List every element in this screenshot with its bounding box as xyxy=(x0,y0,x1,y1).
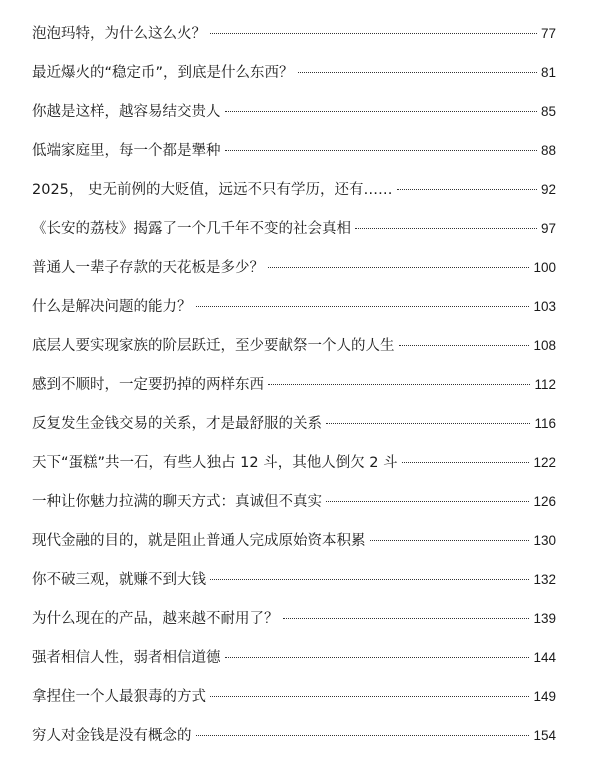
dot-leader xyxy=(326,423,530,424)
toc-entry-page-number[interactable]: 92 xyxy=(540,182,556,197)
toc-entry-title[interactable]: 强者相信人性，弱者相信道德 xyxy=(32,650,221,666)
toc-entry-title[interactable]: 拿捏住一个人最狠毒的方式 xyxy=(32,689,206,705)
toc-entry-page-number[interactable]: 154 xyxy=(533,728,556,743)
toc-entry-title[interactable]: 感到不顺时，一定要扔掉的两样东西 xyxy=(32,377,264,393)
toc-entry-title[interactable]: 泡泡玛特，为什么这么火？ xyxy=(32,26,206,42)
toc-entry[interactable] xyxy=(32,365,556,404)
toc-entry[interactable] xyxy=(32,638,556,677)
toc-entry-title[interactable]: 穷人对金钱是没有概念的 xyxy=(32,728,192,744)
toc-entry-page-number[interactable]: 108 xyxy=(533,338,556,353)
toc-entry[interactable] xyxy=(32,443,556,482)
dot-leader xyxy=(210,696,529,697)
dot-leader xyxy=(225,150,537,151)
toc-entry[interactable] xyxy=(32,560,556,599)
toc-entry[interactable] xyxy=(32,92,556,131)
dot-leader xyxy=(397,189,537,190)
toc-entry[interactable] xyxy=(32,287,556,326)
toc-entry[interactable] xyxy=(32,326,556,365)
toc-entry-page-number[interactable]: 88 xyxy=(540,143,556,158)
dot-leader xyxy=(196,735,530,736)
toc-entry-page-number[interactable]: 116 xyxy=(534,416,556,431)
toc-entry-title[interactable]: 普通人一辈子存款的天花板是多少？ xyxy=(32,260,264,276)
dot-leader xyxy=(268,267,529,268)
toc-entry-title[interactable]: 你越是这样，越容易结交贵人 xyxy=(32,104,221,120)
toc-entry-page-number[interactable]: 100 xyxy=(533,260,556,275)
toc-entry-title[interactable]: 天下“蛋糕”共一石，有些人独占 12 斗，其他人倒欠 2 斗 xyxy=(32,455,398,471)
dot-leader xyxy=(355,228,537,229)
toc-entry-page-number[interactable]: 103 xyxy=(533,299,556,314)
toc-entry[interactable] xyxy=(32,131,556,170)
dot-leader xyxy=(210,33,537,34)
dot-leader xyxy=(196,306,530,307)
toc-entry[interactable] xyxy=(32,14,556,53)
toc-entry-page-number[interactable]: 112 xyxy=(534,377,556,392)
toc-entry-page-number[interactable]: 149 xyxy=(533,689,556,704)
toc-entry[interactable] xyxy=(32,482,556,521)
dot-leader xyxy=(326,501,529,502)
toc-entry-title[interactable]: 你不破三观，就赚不到大钱 xyxy=(32,572,206,588)
toc-entry-page-number[interactable]: 139 xyxy=(533,611,556,626)
dot-leader xyxy=(225,657,530,658)
dot-leader xyxy=(283,618,530,619)
dot-leader xyxy=(225,111,537,112)
dot-leader xyxy=(268,384,530,385)
toc-entry-title[interactable]: 反复发生金钱交易的关系，才是最舒服的关系 xyxy=(32,416,322,432)
dot-leader xyxy=(370,540,530,541)
toc-entry-title[interactable]: 低端家庭里，每一个都是犟种 xyxy=(32,143,221,159)
toc-entry[interactable] xyxy=(32,521,556,560)
toc-entry[interactable] xyxy=(32,170,556,209)
toc-entry-page-number[interactable]: 85 xyxy=(540,104,556,119)
toc-entry-page-number[interactable]: 77 xyxy=(540,26,556,41)
toc-entry-page-number[interactable]: 132 xyxy=(533,572,556,587)
dot-leader xyxy=(399,345,530,346)
dot-leader xyxy=(210,579,529,580)
toc-entry[interactable] xyxy=(32,599,556,638)
toc-entry-page-number[interactable]: 130 xyxy=(533,533,556,548)
toc-entry[interactable] xyxy=(32,404,556,443)
toc-entry-page-number[interactable]: 122 xyxy=(533,455,556,470)
toc-entry[interactable] xyxy=(32,248,556,287)
toc-entry-title[interactable]: 现代金融的目的，就是阻止普通人完成原始资本积累 xyxy=(32,533,366,549)
toc-entry-title[interactable]: 底层人要实现家族的阶层跃迁，至少要献祭一个人的人生 xyxy=(32,338,395,354)
table-of-contents xyxy=(32,14,556,755)
toc-entry-page-number[interactable]: 144 xyxy=(533,650,556,665)
toc-entry-title[interactable]: 《长安的荔枝》揭露了一个几千年不变的社会真相 xyxy=(32,221,351,237)
toc-entry[interactable] xyxy=(32,716,556,755)
toc-entry-title[interactable]: 最近爆火的“稳定币”，到底是什么东西？ xyxy=(32,65,294,81)
toc-entry[interactable] xyxy=(32,53,556,92)
toc-entry-page-number[interactable]: 97 xyxy=(540,221,556,236)
toc-entry-page-number[interactable]: 81 xyxy=(540,65,556,80)
toc-entry[interactable] xyxy=(32,209,556,248)
toc-entry-title[interactable]: 什么是解决问题的能力？ xyxy=(32,299,192,315)
toc-entry[interactable] xyxy=(32,677,556,716)
dot-leader xyxy=(298,72,537,73)
dot-leader xyxy=(402,462,530,463)
toc-entry-page-number[interactable]: 126 xyxy=(533,494,556,509)
toc-entry-title[interactable]: 2025， 史无前例的大贬值，远远不只有学历，还有…… xyxy=(32,182,393,198)
toc-entry-title[interactable]: 一种让你魅力拉满的聊天方式：真诚但不真实 xyxy=(32,494,322,510)
toc-entry-title[interactable]: 为什么现在的产品，越来越不耐用了？ xyxy=(32,611,279,627)
